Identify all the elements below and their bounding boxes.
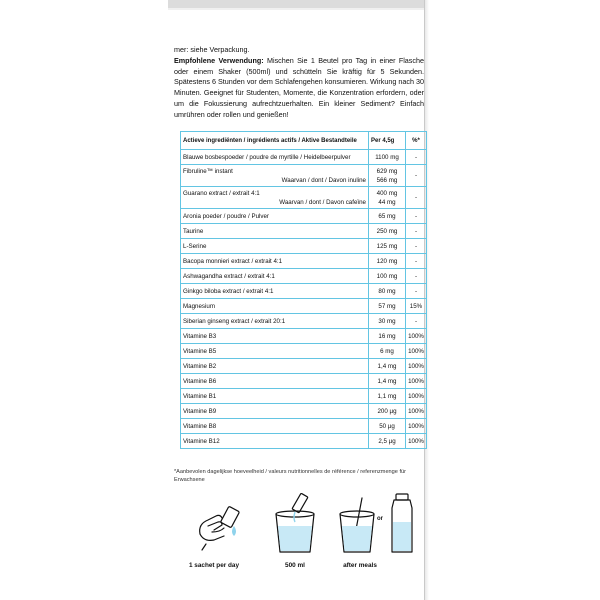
percent-cell: - (406, 284, 427, 299)
amount-value: 250 mg (376, 227, 398, 235)
table-row (181, 269, 427, 284)
usage-text: Mischen Sie 1 Beutel pro Tag in einer Flasche oder einem Shaker (500ml) und schütteln Sie kräftig für 5 Sekunden. Spätestens 6 Stunden vor dem Schlafengehen konsumieren. Wirkung nach 30 Minuten. Geeignet für Studenten, Momente, die Konzentration erfordern, oder um die Fokussierung aufrechtzuerhalten. Ein kleiner Sediment? Einfach umrühren oder rollen und genießen! (174, 55, 424, 119)
ingredient-name: Vitamine B3 (183, 332, 217, 340)
amount-value: 57 mg (378, 302, 396, 310)
amount-value: 125 mg (376, 242, 398, 250)
amount-value: 1100 mg (375, 153, 399, 161)
ingredient-name: Guarano extract / extrait 4:1 (183, 189, 260, 197)
amount-value: 1,4 mg (377, 377, 397, 385)
table-row (181, 187, 427, 209)
amount-value: 16 mg (378, 332, 396, 340)
percent-cell: - (406, 269, 427, 284)
amount-cell (369, 254, 406, 269)
percent-cell: 100% (406, 404, 427, 419)
usage-icons (170, 492, 420, 592)
ingredients-table (180, 131, 427, 449)
percent-cell: - (406, 239, 427, 254)
ingredient-cell (181, 419, 369, 434)
ingredient-name: Vitamine B1 (183, 392, 217, 400)
ingredient-cell (181, 187, 369, 209)
ingredient-cell (181, 374, 369, 389)
ingredient-cell (181, 389, 369, 404)
table-row (181, 419, 427, 434)
amount-value: 6 mg (380, 347, 394, 355)
amount-cell (369, 344, 406, 359)
table-row (181, 284, 427, 299)
table-row (181, 404, 427, 419)
header-ingredient: Actieve ingrediënten / ingrédients actifs / Aktive Bestandteile (181, 132, 369, 150)
percent-cell: 100% (406, 344, 427, 359)
ingredient-cell (181, 329, 369, 344)
ingredient-name: Magnesium (183, 302, 215, 310)
ingredient-cell (181, 434, 369, 449)
percent-cell: 100% (406, 329, 427, 344)
table-row (181, 209, 427, 224)
ingredient-cell (181, 254, 369, 269)
hand-sachet-icon (194, 502, 246, 552)
ingredient-name: Taurine (183, 227, 204, 235)
table-row (181, 165, 427, 187)
amount-value: 30 mg (378, 317, 396, 325)
percent-cell: 100% (406, 389, 427, 404)
amount-cell (369, 150, 406, 165)
table-row (181, 299, 427, 314)
ingredient-cell (181, 239, 369, 254)
amount-value: 1,1 mg (377, 392, 397, 400)
amount-value: 50 µg (379, 422, 395, 430)
ingredient-cell (181, 359, 369, 374)
table-row (181, 224, 427, 239)
ingredient-name: L-Serine (183, 242, 207, 250)
amount-value: 100 mg (376, 272, 398, 280)
amount-value: 400 mg (376, 189, 398, 197)
ingredient-name: Vitamine B5 (183, 347, 217, 355)
ingredient-name: Ginkgo biloba extract / extrait 4:1 (183, 287, 274, 295)
usage-instructions (174, 45, 424, 121)
ingredient-name: Vitamine B9 (183, 407, 217, 415)
packaging-top-band (168, 0, 425, 8)
ingredient-name: Vitamine B2 (183, 362, 217, 370)
amount-value: 2,5 µg (378, 437, 396, 445)
ingredient-name: Fibruline™ instant (183, 167, 233, 175)
amount-cell (369, 359, 406, 374)
table-row (181, 239, 427, 254)
amount-cell (369, 434, 406, 449)
amount-cell (369, 284, 406, 299)
percent-cell: 100% (406, 419, 427, 434)
amount-value: 629 mg (376, 167, 398, 175)
amount-cell (369, 404, 406, 419)
amount-value: 65 mg (378, 212, 396, 220)
amount-cell (369, 165, 406, 187)
ingredient-name: Aronia poeder / poudre / Pulver (183, 212, 269, 220)
table-row (181, 314, 427, 329)
amount-value: 120 mg (376, 257, 398, 265)
amount-cell (369, 419, 406, 434)
ingredient-name: Vitamine B6 (183, 377, 217, 385)
ingredient-cell (181, 209, 369, 224)
percent-cell: 100% (406, 374, 427, 389)
footnote: *Aanbevolen dagelijkse hoeveelheid / valeurs nutritionnelles de référence / referenzmenge für Erwachsene (174, 469, 406, 483)
ingredient-cell (181, 344, 369, 359)
amount-cell (369, 314, 406, 329)
percent-cell: - (406, 254, 427, 269)
table-row (181, 359, 427, 374)
ingredient-name: Bacopa monnieri extract / extrait 4:1 (183, 257, 283, 265)
percent-cell: 15% (406, 299, 427, 314)
usage-heading: Empfohlene Verwendung: (174, 55, 264, 65)
amount-cell (369, 209, 406, 224)
ingredient-name: Blauwe bosbespoeder / poudre de myrtille / Heidelbeerpulver (183, 153, 351, 161)
percent-cell: 100% (406, 434, 427, 449)
table-row (181, 344, 427, 359)
percent-cell: - (406, 314, 427, 329)
ingredient-cell (181, 165, 369, 187)
ingredient-subname: Waarvan / dont / Davon inuline (281, 176, 366, 184)
stirring-glass-icon (336, 496, 380, 556)
percent-cell: 100% (406, 359, 427, 374)
packaging-top-band-shadow (168, 8, 425, 10)
ingredient-cell (181, 299, 369, 314)
table-row (181, 374, 427, 389)
amount-value: 1,4 mg (377, 362, 397, 370)
amount-value-secondary: 44 mg (378, 198, 396, 206)
percent-cell: - (406, 165, 427, 187)
ingredient-name: Siberian ginseng extract / extrait 20:1 (183, 317, 286, 325)
usage-lead: mer: siehe Verpackung. (174, 45, 250, 54)
shaker-bottle-icon (388, 492, 416, 556)
amount-cell (369, 269, 406, 284)
ingredient-cell (181, 150, 369, 165)
ingredient-cell (181, 314, 369, 329)
ingredient-name: Ashwagandha extract / extrait 4:1 (183, 272, 275, 280)
amount-cell (369, 239, 406, 254)
table-row (181, 150, 427, 165)
table-header-row (181, 132, 427, 150)
percent-cell: - (406, 187, 427, 209)
header-amount: Per 4,5g (369, 132, 406, 150)
table-row (181, 329, 427, 344)
ingredient-subname: Waarvan / dont / Davon cafeïne (279, 198, 366, 206)
amount-cell (369, 329, 406, 344)
or-label: or (377, 516, 383, 522)
glass-caption: 500 ml (285, 562, 305, 569)
table-body (181, 150, 427, 449)
amount-cell (369, 299, 406, 314)
table-row (181, 434, 427, 449)
percent-cell: - (406, 150, 427, 165)
amount-cell (369, 389, 406, 404)
percent-cell: - (406, 209, 427, 224)
glass-500ml-icon (268, 492, 324, 556)
ingredient-cell (181, 404, 369, 419)
ingredient-name: Vitamine B8 (183, 422, 217, 430)
ingredient-cell (181, 284, 369, 299)
amount-value-secondary: 566 mg (376, 176, 398, 184)
ingredient-cell (181, 224, 369, 239)
table-row (181, 389, 427, 404)
meals-caption: after meals (343, 562, 377, 569)
amount-value: 80 mg (378, 287, 396, 295)
header-percent: %* (406, 132, 427, 150)
amount-cell (369, 224, 406, 239)
ingredient-name: Vitamine B12 (183, 437, 220, 445)
amount-cell (369, 374, 406, 389)
percent-cell: - (406, 224, 427, 239)
ingredient-cell (181, 269, 369, 284)
amount-cell (369, 187, 406, 209)
table-row (181, 254, 427, 269)
sachet-caption: 1 sachet per day (188, 562, 240, 569)
amount-value: 200 µg (377, 407, 397, 415)
